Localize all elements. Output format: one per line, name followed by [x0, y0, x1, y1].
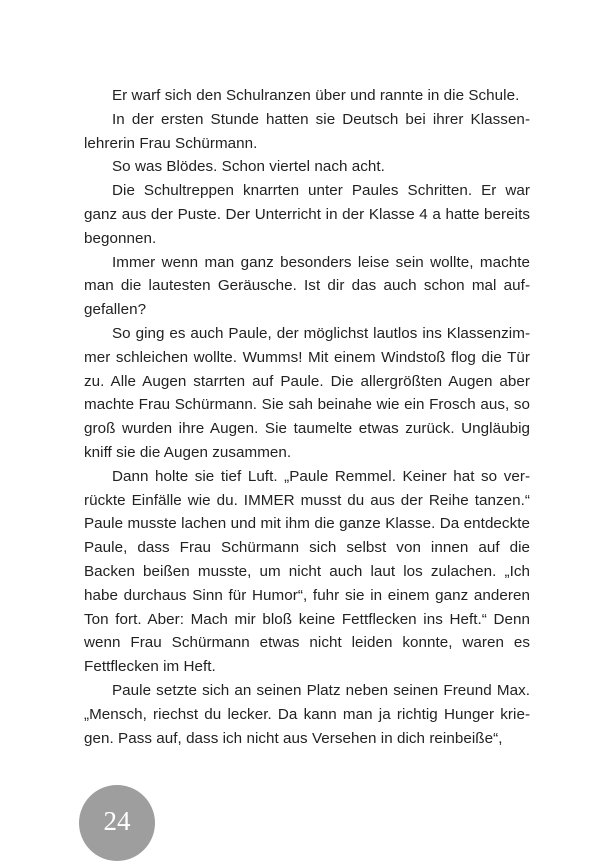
paragraph: So ging es auch Paule, der möglichst lautlos ins Klassenzimmer schleichen wollte. Wumms! Mit einem Windstoß flog die Tür zu. Alle Augen starrten auf Paule. Die allergrößten Augen aber machte Frau Schürmann. Sie sah beinahe wie ein Frosch aus, so groß wurden ihre Augen. Sie taumelte etwas zurück. Ungläubig kniff sie die Augen zusammen.: [84, 324, 530, 461]
paragraph: Dann holte sie tief Luft. „Paule Remmel. Keiner hat so verrückte Einfälle wie du. IMMER musst du aus der Reihe tanzen.“ Paule musste lachen und mit ihm die ganze Klasse. Da entdeckte Paule, dass Frau Schürmann sich selbst von innen auf die Backen beißen musste, um nicht auch laut los zulachen. „Ich habe durchaus Sinn für Humor“, fuhr sie in einem ganz anderen Ton fort. Aber: Mach mir bloß keine Fettflecken ins Heft.“ Denn wenn Frau Schürmann etwas nicht leiden konnte, waren es Fettflecken im Heft.: [84, 467, 530, 676]
paragraph: So was Blödes. Schon viertel nach acht.: [112, 158, 385, 176]
paragraph: Er warf sich den Schulranzen über und rannte in die Schule.: [112, 87, 520, 104]
body-text: [84, 84, 530, 750]
paragraph: Die Schultreppen knarrten unter Paules Schritten. Er war ganz aus der Puste. Der Unterricht in der Klasse 4 a hatte bereits begonnen.: [84, 182, 530, 247]
paragraph: Paule setzte sich an seinen Platz neben seinen Freund Max. „Mensch, riechst du lecker. Da kann man ja richtig Hunger kriegen. Pass auf, dass ich nicht aus Versehen in dich reinbeiße“,: [84, 681, 530, 747]
paragraph: In der ersten Stunde hatten sie Deutsch bei ihrer Klassenlehrerin Frau Schürmann.: [84, 110, 530, 152]
paragraph: Immer wenn man ganz besonders leise sein wollte, machte man die lautesten Geräusche. Ist dir das auch schon mal aufgefallen?: [84, 253, 530, 319]
page-number: 24: [103, 806, 131, 836]
